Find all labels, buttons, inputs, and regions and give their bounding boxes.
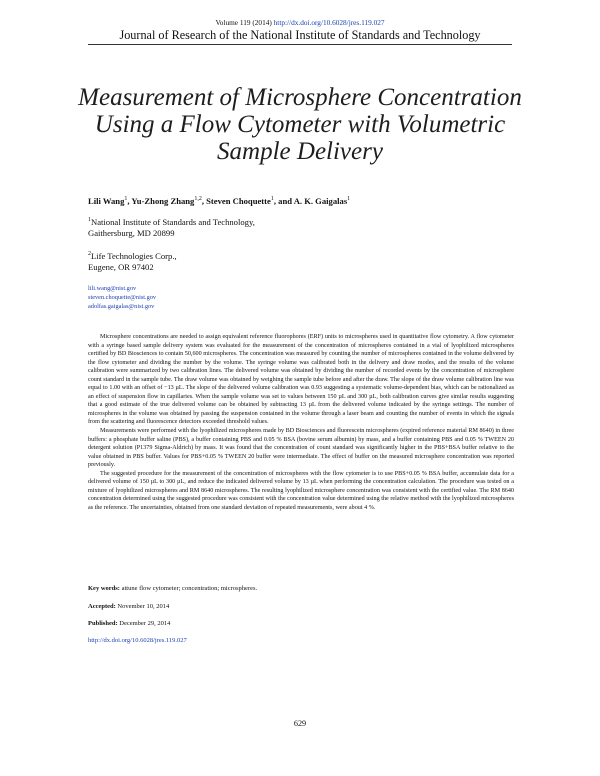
abstract-paragraph: Measurements were performed with the lyophilized microspheres made by BD Biosciences and fluorescein microspheres (expired reference material RM 8640) in three buffers: a phosphate buffer saline (PBS), a buffer containing PBS and 0.05 % BSA (bovine serum albumin) by mass, and a buffer containing PBS and 0.05 % TWEEN 20 detergent solution (P1379 Sigma-Aldrich) by mass. It was found that the concentration of count standard was significantly higher in the PBS+BSA buffer relative to the value obtained in PBS buffer. Values for PBS+0.05 % TWEEN 20 buffer were intermediate. The effect of buffer on the measured microsphere concentration was reported previously. (88, 428, 514, 469)
published-date (88, 620, 170, 627)
email-link[interactable]: lili.wang@nist.gov (88, 285, 137, 292)
header-divider (88, 44, 512, 45)
abstract (88, 333, 514, 512)
keywords (88, 585, 257, 592)
email-list (88, 285, 156, 312)
affiliation-sup: 1 (88, 217, 91, 223)
abstract-paragraph: The suggested procedure for the measurement of the concentration of microspheres with the flow cytometer is to use PBS+0.05 % BSA buffer, accumulate data for a delivered volume of 150 µL to 300 µL, and reduce the indicated delivered volume by 13 µL when performing the concentration calculation. The procedure was tested on a mixture of lyophilized microspheres and RM 8640 microspheres. The resulting lyophilized microsphere concentration was consistent with the certified value. The RM 8640 concentration determined using the suggested procedure was consistent with the concentration value determined using the relative method with the lyophilized microspheres as the reference. The uncertainties, obtained from one standard deviation of repeated measurements, were about 4 %. (88, 470, 514, 511)
header-doi-link[interactable]: http://dx.doi.org/10.6028/jres.119.027 (273, 18, 385, 27)
author-sup: 1,2 (194, 196, 202, 203)
author-name: Yu-Zhong Zhang (131, 196, 195, 206)
author-separator: , (201, 196, 207, 206)
abstract-paragraph: Microsphere concentrations are needed to assign equivalent reference fluorophores (ERF) units to microspheres used in quantitative flow cytometry. A flow cytometer with a syringe based sample delivery system was evaluated for the measurement of the concentration of microspheres contained in a vial of lyophilized microspheres certified by BD Biosciences to contain 50,600 microspheres. The concentration was measured by counting the number of microspheres contained in the volume delivered by the flow cytometer and dividing the number by the volume. The syringe volume was calibrated both in the delivery and draw modes, and the results of the volume calibration were summarized by two calibration lines. The delivered volume was obtained by dividing the number of recorded events by the concentration of microsphere count standard in the sample tube. The draw volume was obtained by weighing the sample tube before and after the draw. The slope of the draw volume calibration line was equal to 1.00 with an offset of −13 µL. The slope of the delivered volume calibration was 0.93 suggesting a systematic volume-dependent bias, which can be rationalized as an effect of suspension flow in capillaries. When the sample volume was set to values between 150 µL and 300 µL, both calibration curves give similar results suggesting that a good estimate of the true delivered volume can be obtained by subtracting 13 µL from the delivered volume indicated by the syringe settings. The number of microspheres in the volume was obtained by passing the suspension contained in the volume through a laser beam and counting the number of events in which the signals from the scattering and fluorescence detectors exceeded threshold values. (88, 334, 514, 426)
affiliation-2 (88, 249, 177, 273)
author-separator: , (127, 196, 132, 206)
author-sup: 1 (270, 196, 274, 203)
accepted-label: Accepted: (88, 603, 116, 610)
affiliation-line: National Institute of Standards and Technology, (91, 216, 255, 227)
accepted-date (88, 603, 169, 610)
author-list (88, 196, 518, 206)
title-line: Measurement of Microsphere Concentration (78, 84, 522, 111)
author-sup: 1 (124, 196, 128, 203)
doi-link[interactable]: http://dx.doi.org/10.6028/jres.119.027 (88, 637, 187, 644)
author-name: Lili Wang (88, 196, 125, 206)
affiliation-1 (88, 215, 255, 239)
published-text: December 29, 2014 (119, 620, 171, 627)
affiliation-sup: 2 (88, 251, 91, 257)
author-sup: 1 (347, 196, 351, 203)
journal-name: Journal of Research of the National Institute of Standards and Technology (119, 28, 481, 42)
affiliation-line: Life Technologies Corp., (91, 250, 177, 261)
running-header (0, 18, 600, 27)
email-link[interactable]: adolfas.gaigalas@nist.gov (88, 302, 155, 310)
keywords-label: Key words: (88, 585, 120, 592)
volume-text: Volume 119 (2014) (215, 18, 272, 27)
title-line: Using a Flow Cytometer with Volumetric (94, 111, 506, 138)
affiliation-line: Eugene, OR 97402 (88, 261, 154, 272)
title-line: Sample Delivery (217, 138, 383, 165)
email-link[interactable]: steven.choquette@nist.gov (88, 293, 157, 301)
affiliation-line: Gaithersburg, MD 20899 (88, 227, 175, 238)
page-number: 629 (293, 719, 307, 728)
published-label: Published: (88, 620, 118, 627)
accepted-text: November 10, 2014 (117, 603, 170, 610)
author-name: A. K. Gaigalas (293, 196, 348, 206)
paper-title (60, 84, 540, 165)
author-name: Steven Choquette (206, 196, 271, 206)
keywords-text: attune flow cytometer; concentration; microspheres. (121, 585, 258, 592)
author-separator: , and (273, 196, 294, 206)
